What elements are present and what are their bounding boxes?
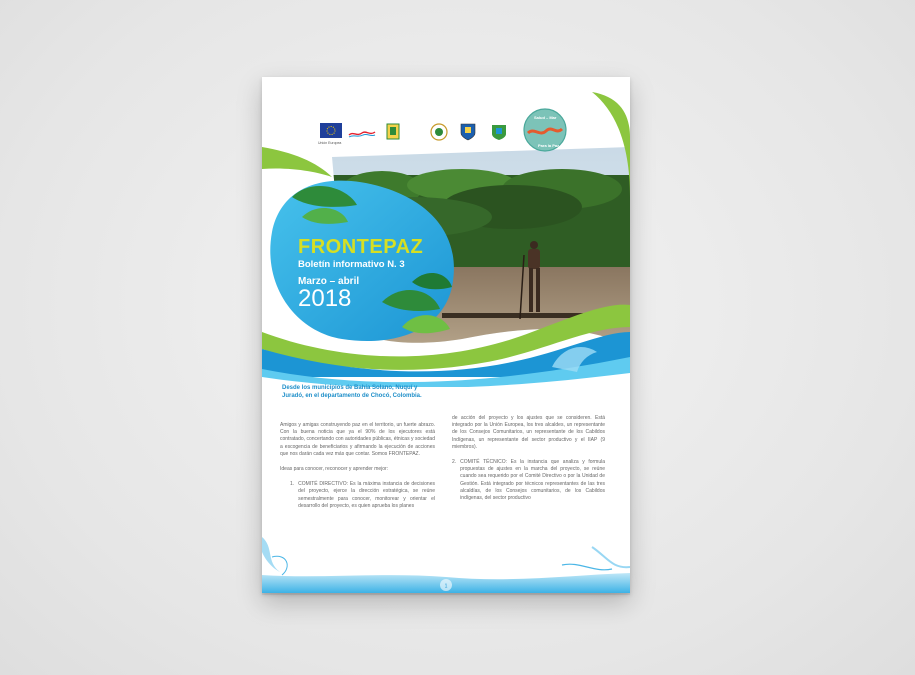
page-number: 1 [444,583,448,590]
left-column [280,422,435,510]
list-item-text: COMITÉ DIRECTIVO: Es la máxima instancia de decisiones del proyecto, ejerce la dirección estratégica, se reúne semestralmente para conocer, monitorear y orientar el desarrollo del proyecto, es quien aprueba los planes [298,481,435,509]
newsletter-year: 2018 [298,285,352,312]
swimmer-logo-icon [348,129,376,139]
intro-text: Desde los municipios de Bahía Solano, Nuquí y Juradó, en el departamento de Chocó, Colombia. [282,385,422,399]
right-column [452,415,605,502]
list-item [452,459,605,502]
badge-bottom-text: Para la Paz [538,143,560,148]
eu-flag-icon [320,123,342,138]
continuation-paragraph: de acción del proyecto y los ajustes que se consideren. Está integrado por la Unión Europea, los tres alcaldes, un representante de los Consejos Comunitarios, un representante de los Cabildos Indígenas, un representante del sector productivo y el IIAP (9 miembros). [452,415,605,450]
shield-logo-icon [386,123,400,140]
cover-title-block [298,237,448,311]
ideas-paragraph: Ideas para conocer, reconocer y aprender mejor: [280,466,389,473]
footer-artwork [262,517,630,593]
list-item-text: COMITÉ TÉCNICO: Es la instancia que analiza y formula propuestas de ajustes en la marcha del proyecto, se reúne cuando sea requerido por el Comité Directivo o por la Unidad de Gestión. Está integrado por técnicos representantes de las tres alcaldías, de los Consejos comunitarios, de los Cabildos indígenas, del sector productivo [460,459,605,502]
eu-label: Unión Europea [318,141,342,145]
badge-top-text: Salud – Mar [534,115,557,120]
partner-logos [318,117,630,157]
greeting-paragraph: Amigos y amigas construyendo paz en el territorio, un fuerte abrazo. Con la buena noticia que ya el 90% de los ejecutores está contratado, concertando con autoridades públicas, étnicas y sociedad a escogencia de beneficiarios y afirmando la ejecución de acciones que nos darán cada vez más que contar. Somos FRONTEPAZ. [280,422,435,457]
list-item [280,481,435,510]
municipal-shield-icon [460,123,476,141]
newsletter-page [262,77,630,593]
newsletter-subtitle: Boletín informativo N. 3 [298,259,405,270]
list-item-number: 2. [452,459,457,466]
crest-logo-icon [490,123,508,141]
newsletter-period: Marzo – abril [298,276,360,287]
seal-logo-icon [430,123,448,141]
list-item-number: 1. [290,481,295,488]
newsletter-title: FRONTEPAZ [298,236,424,258]
